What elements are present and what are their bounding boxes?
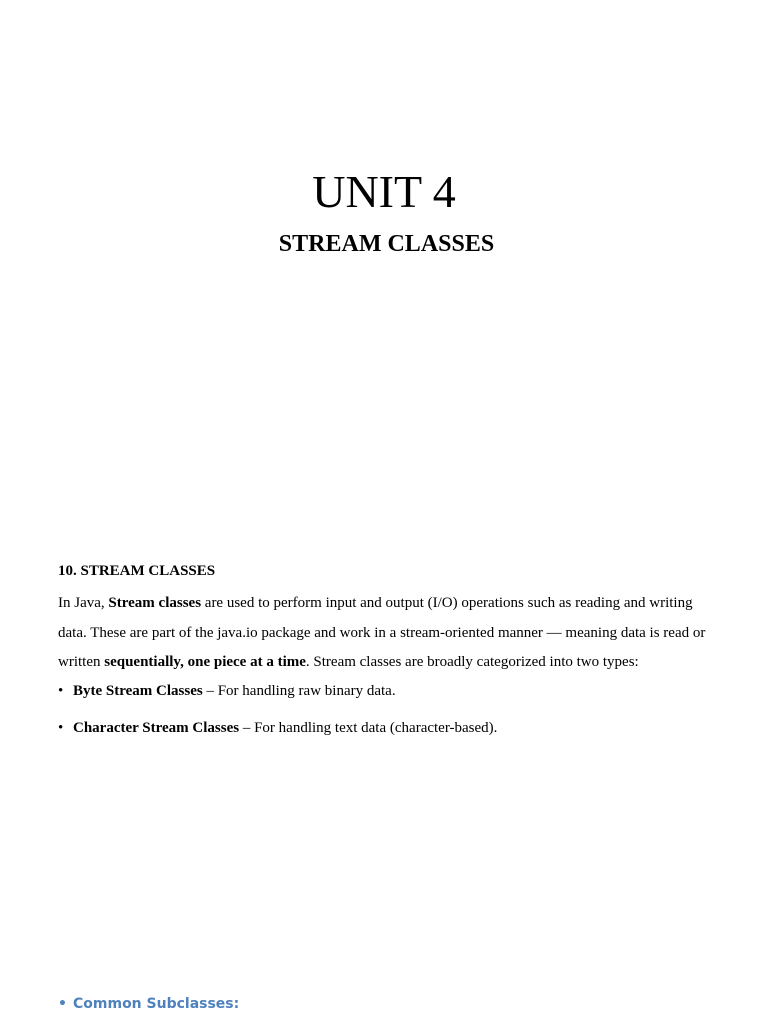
list-item-term: Byte Stream Classes	[73, 682, 203, 699]
list-item-desc: – For handling raw binary data.	[202, 682, 396, 699]
common-subclasses-heading	[58, 994, 239, 1014]
common-subclasses-label: Common Subclasses:	[73, 996, 240, 1012]
list-item-term: Character Stream Classes	[73, 719, 240, 736]
bullet-icon: •	[58, 682, 64, 699]
list-item-desc: – For handling text data (character-based).	[239, 719, 498, 736]
list-item-character-stream	[58, 718, 710, 738]
paragraph-text-1: In Java,	[58, 595, 109, 611]
bullet-icon: •	[58, 719, 64, 736]
intro-paragraph	[58, 589, 710, 678]
paragraph-bold-sequentially: sequentially, one piece at a time	[104, 654, 306, 670]
paragraph-text-3: . Stream classes are broadly categorized into two types:	[305, 654, 639, 670]
unit-title: UNIT 4	[312, 166, 456, 217]
stream-classes-section	[58, 561, 710, 738]
bullet-icon: •	[58, 996, 67, 1012]
list-item-byte-stream	[58, 681, 710, 701]
section-heading: 10. STREAM CLASSES	[58, 563, 216, 579]
stream-types-list	[58, 681, 710, 738]
unit-subtitle: STREAM CLASSES	[278, 231, 495, 257]
paragraph-bold-stream-classes: Stream classes	[108, 595, 202, 611]
paragraph-text-2: are used to perform input and output (I/O) operations such as reading and writing data. These are part of the java.io package and work in a stream-oriented manner — meaning data is read or written	[58, 595, 706, 670]
